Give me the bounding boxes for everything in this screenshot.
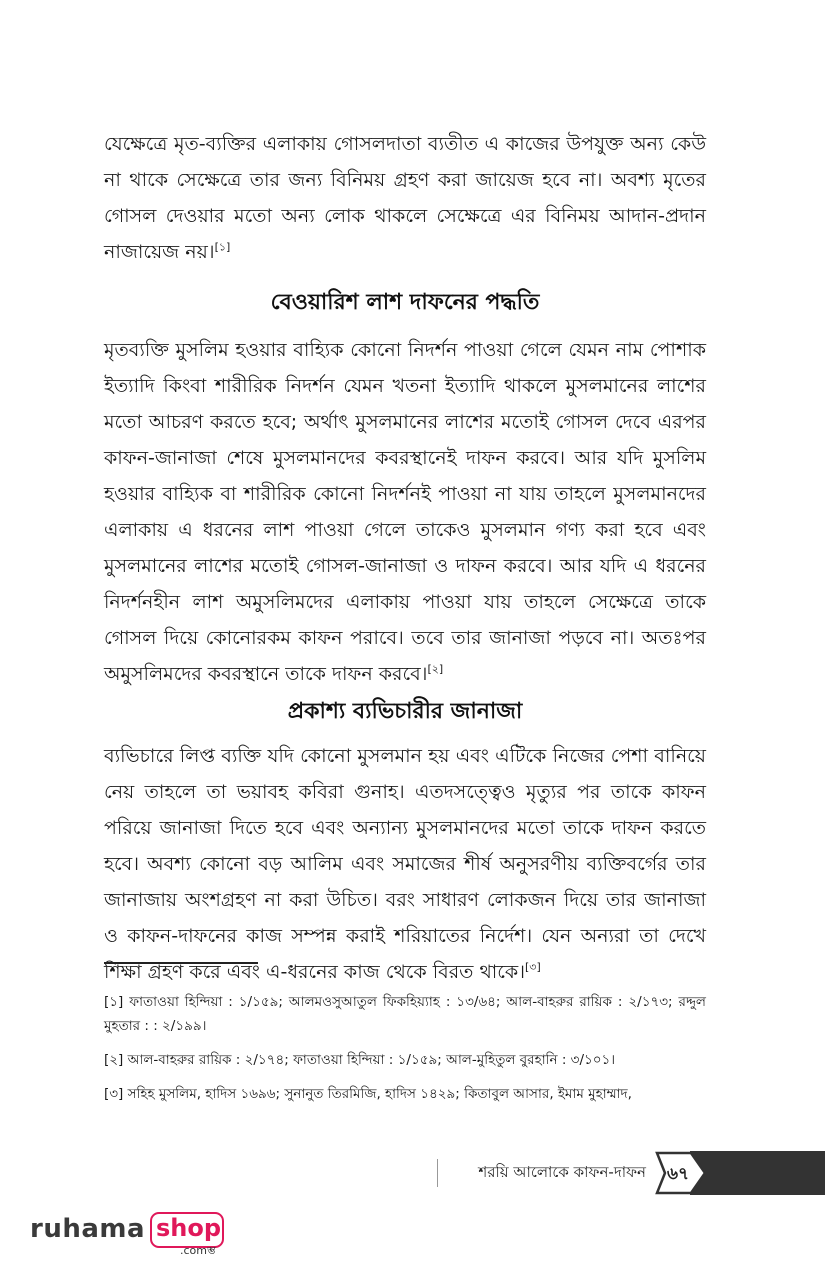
section-heading-adulterer-janaza: প্রকাশ্য ব্যভিচারীর জানাজা: [287, 699, 523, 724]
page-footer: [0, 1151, 825, 1195]
page-number: ৬৭: [666, 1164, 690, 1184]
footer-separator: [437, 1159, 438, 1187]
footnote-2: [২] আল-বাহরুর রায়িক : ২/১৭৪; ফাতাওয়া হিন্দিয়া : ১/১৫৯; আল-মুহিতুল বুরহানি : ৩/১০১।: [104, 1052, 616, 1068]
logo-text-shop: shop: [156, 1214, 222, 1242]
paragraph-2: মৃতব্যক্তি মুসলিম হওয়ার বাহ্যিক কোনো নিদর্শন পাওয়া গেলে যেমন নাম পোশাক ইত্যাদি কিংবা শারীরিক নিদর্শন যেমন খতনা ইত্যাদি থাকলে মুসলমানের লাশের মতো আচরণ করতে হবে; অর্থাৎ মুসলমানের লাশের মতোই গোসল দেবে এরপর কাফন-জানাজা শেষে মুসলমানদের কবরস্থানেই দাফন করবে। আর যদি মুসলিম হওয়ার বাহ্যিক বা শারীরিক কোনো নিদর্শনই পাওয়া না যায় তাহলে মুসলমানদের এলাকায় এ ধরনের লাশ পাওয়া গেলে তাকেও মুসলমান গণ্য করা হবে এবং মুসলমানের লাশের মতোই গোসল-জানাজা ও দাফন করবে। আর যদি এ ধরনের নিদর্শনহীন লাশ অমুসলিমদের এলাকায় পাওয়া যায় তাহলে সেক্ষেত্রে তাকে গোসল দিয়ে কোনোরকম কাফন পরাবে। তবে তার জানাজা পড়বে না। অতঃপর অমুসলিমদের কবরস্থানে তাকে দাফন করবে।[২]: [104, 339, 706, 685]
paragraph-3: ব্যভিচারে লিপ্ত ব্যক্তি যদি কোনো মুসলমান হয় এবং এটিকে নিজের পেশা বানিয়ে নেয় তাহলে তা ভয়াবহ কবিরা গুনাহ। এতদসত্ত্বেও মৃত্যুর পর তাকে কাফন পরিয়ে জানাজা দিতে হবে এবং অন্যান্য মুসলমানদের মতো তাকে দাফন করতে হবে। অবশ্য কোনো বড় আলিম এবং সমাজের শীর্ষ অনুসরণীয় ব্যক্তিবর্গের তার জানাজায় অংশগ্রহণ না করা উচিত। বরং সাধারণ লোকজন দিয়ে তার জানাজা ও কাফন-দাফনের কাজ সম্পন্ন করাই শরিয়াতের নির্দেশ। যেন অন্যরা তা দেখে শিক্ষা গ্রহণ করে এবং এ-ধরনের কাজ থেকে বিরত থাকে।[৩]: [104, 745, 706, 983]
footnote-1: [১] ফাতাওয়া হিন্দিয়া : ১/১৫৯; আলমওসুআতুল ফিকহিয়্যাহ : ১৩/৬৪; আল-বাহরুর রায়িক : ২/১৭৩; রদ্দুল মুহতার : : ২/১৯৯।: [104, 994, 706, 1034]
footnotes: [104, 990, 706, 1116]
footer-dark-band: [690, 1151, 825, 1195]
section-heading-unclaimed-burial: বেওয়ারিশ লাশ দাফনের পদ্ধতি: [270, 290, 540, 315]
logo-text-ruhama: ruhama: [30, 1214, 146, 1244]
running-title: শরয়ি আলোকে কাফন-দাফন: [478, 1163, 646, 1181]
footnote-ref-2[interactable]: [২]: [427, 662, 444, 676]
paragraph-1: যেক্ষেত্রে মৃত-ব্যক্তির এলাকায় গোসলদাতা ব্যতীত এ কাজের উপযুক্ত অন্য কেউ না থাকে সেক্ষেত্রে তার জন্য বিনিময় গ্রহণ করা জায়েজ হবে না। অবশ্য মৃতের গোসল দেওয়ার মতো অন্য লোক থাকলে সেক্ষেত্রে এর বিনিময় আদান-প্রদান নাজায়েজ নয়।[১]: [104, 133, 706, 263]
footnote-ref-3[interactable]: [৩]: [525, 960, 541, 974]
logo-text-domain: .comম্ভ: [180, 1244, 216, 1257]
footnote-divider: [104, 962, 258, 964]
footnote-ref-1[interactable]: [১]: [214, 240, 231, 254]
footnote-3: [৩] সহিহ মুসলিম, হাদিস ১৬৯৬; সুনানুত তিরমিজি, হাদিস ১৪২৯; কিতাবুল আসার, ইমাম মুহাম্মাদ,: [104, 1086, 632, 1102]
